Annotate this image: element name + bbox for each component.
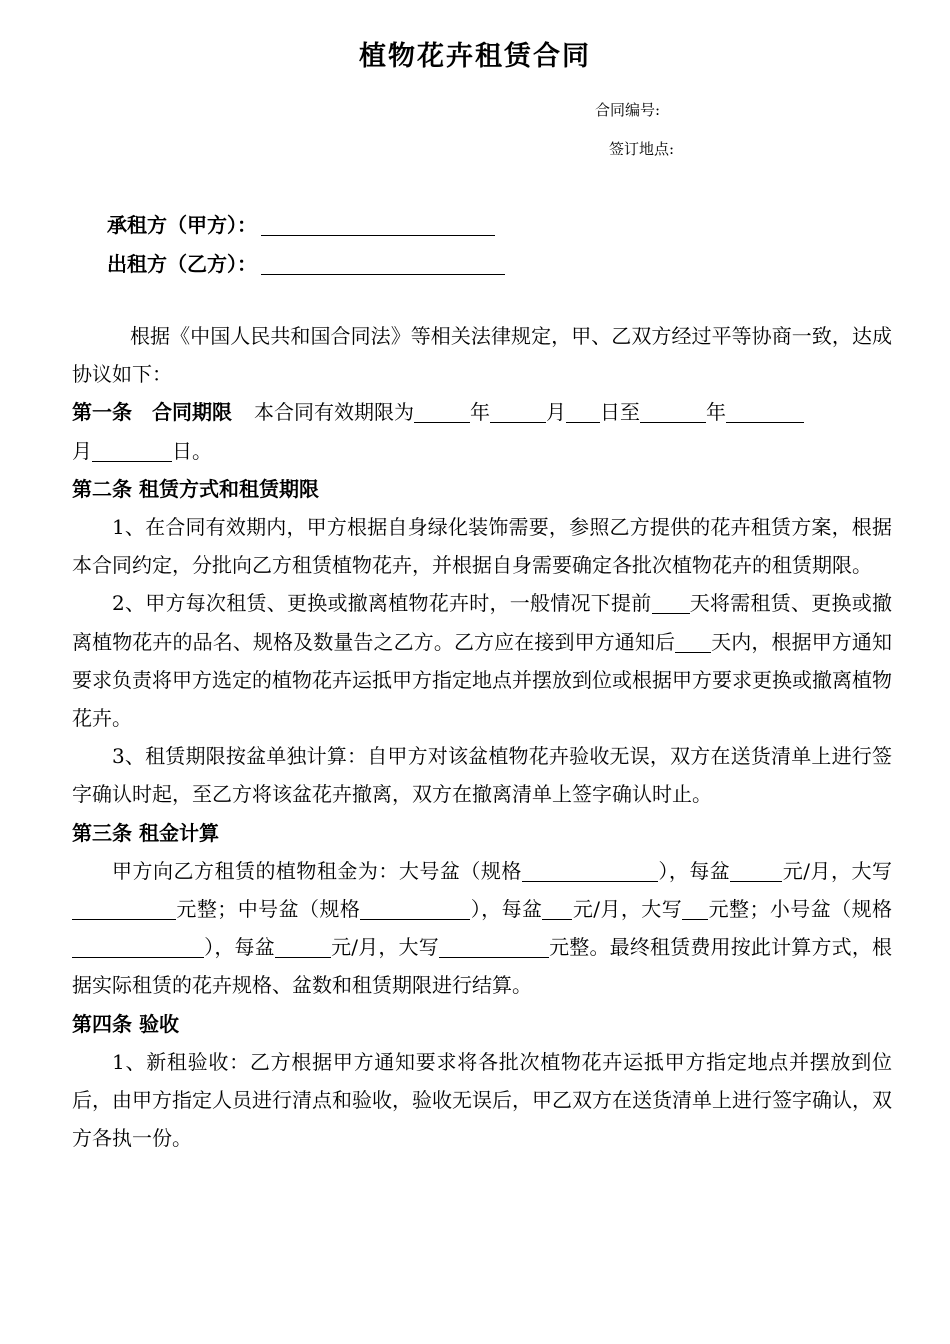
article-1-heading: 第一条 合同期限	[72, 400, 232, 425]
article-2-clause-1: 1、在合同有效期内，甲方根据自身绿化装饰需要，参照乙方提供的花卉租赁方案，根据本合同约定，分批向乙方租赁植物花卉，并根据自身需要确定各批次植物花卉的租赁期限。	[72, 515, 892, 578]
rent-text-7: 元整；小号盆（规格	[708, 897, 893, 922]
rent-text-5: ），每盆	[470, 897, 543, 922]
day-to-label: 日至	[600, 400, 640, 425]
clause-2-text-b: 天将需租赁、更换或撤离植物花卉的品名、规格及数量告之乙方。乙方应在接到甲方通知后	[72, 591, 893, 654]
sign-place-label: 签订地点:	[609, 140, 675, 158]
end-month-blank	[726, 400, 804, 423]
end-month-label: 月	[72, 438, 92, 463]
article-3-heading: 第三条 租金计算	[72, 820, 219, 845]
rent-text-2: ），每盆	[657, 858, 731, 883]
day-blank	[566, 400, 600, 423]
month-blank	[490, 400, 546, 423]
month-label: 月	[546, 400, 566, 425]
medium-price-blank	[542, 897, 572, 920]
year-label: 年	[470, 400, 490, 425]
rent-text-6: 元/月，大写	[572, 897, 683, 922]
rent-text-10: 元整。最终租赁费用按此计算方式，根据实际租赁的花卉规格、盆数和租赁期限进行结算。	[72, 935, 892, 998]
small-spec-blank	[72, 935, 204, 958]
article-2-heading: 第二条 租赁方式和租赁期限	[72, 476, 319, 501]
rent-text-9: 元/月，大写	[330, 935, 439, 960]
end-day-blank	[92, 439, 172, 462]
article-2-clause-3: 3、租赁期限按盆单独计算：自甲方对该盆植物花卉验收无误，双方在送货清单上进行签字确认时起，至乙方将该盆花卉撤离，双方在撤离清单上签字确认时止。	[72, 744, 892, 807]
rent-text-1: 甲方向乙方租赁的植物租金为：大号盆（规格	[112, 858, 522, 883]
article-1-text: 本合同有效期限为	[254, 400, 414, 425]
rent-text-4: 元整；中号盆（规格	[176, 897, 361, 922]
delivery-days-blank	[675, 630, 711, 653]
party-a-blank	[261, 215, 495, 236]
article-2-clause-2	[72, 584, 892, 737]
article-3-clause	[72, 852, 892, 1005]
rent-text-8: ），每盆	[204, 935, 275, 960]
article-1	[72, 393, 892, 469]
contract-title: 植物花卉租赁合同	[359, 41, 591, 72]
party-b-blank	[261, 254, 505, 275]
notice-days-blank	[652, 591, 690, 614]
end-year-label: 年	[706, 400, 726, 425]
small-price-blank	[275, 935, 331, 958]
article-4-clause-1: 1、新租验收：乙方根据甲方通知要求将各批次植物花卉运抵甲方指定地点并摆放到位后，由甲方指定人员进行清点和验收，验收无误后，甲乙双方在送货清单上进行签字确认，双方各执一份。	[72, 1049, 892, 1151]
end-day-label: 日。	[172, 438, 212, 463]
party-b-row	[107, 248, 505, 277]
contract-number-label: 合同编号:	[595, 101, 661, 119]
small-words-blank	[439, 935, 549, 958]
party-a-row	[107, 209, 495, 238]
large-words-blank	[72, 897, 176, 920]
medium-spec-blank	[360, 897, 470, 920]
clause-2-text-a: 2、甲方每次租赁、更换或撤离植物花卉时，一般情况下提前	[112, 591, 652, 616]
large-spec-blank	[522, 859, 658, 882]
clause-2-text-c: 天内，根据甲方通知要求负责将甲方选定的植物花卉运抵甲方指定地点并摆放到位或根据甲方要求更换或撤离植物花卉。	[72, 629, 893, 731]
intro-paragraph: 根据《中国人民共和国合同法》等相关法律规定，甲、乙双方经过平等协商一致，达成协议如下：	[72, 324, 892, 387]
contract-body	[72, 317, 892, 1157]
rent-text-3: 元/月，大写	[782, 858, 893, 883]
end-year-blank	[640, 400, 706, 423]
year-blank	[414, 400, 470, 423]
party-a-label: 承租方（甲方）：	[107, 213, 257, 237]
large-price-blank	[730, 859, 782, 882]
medium-words-blank	[682, 897, 708, 920]
article-4-heading: 第四条 验收	[72, 1011, 179, 1036]
party-b-label: 出租方（乙方）：	[107, 252, 257, 276]
